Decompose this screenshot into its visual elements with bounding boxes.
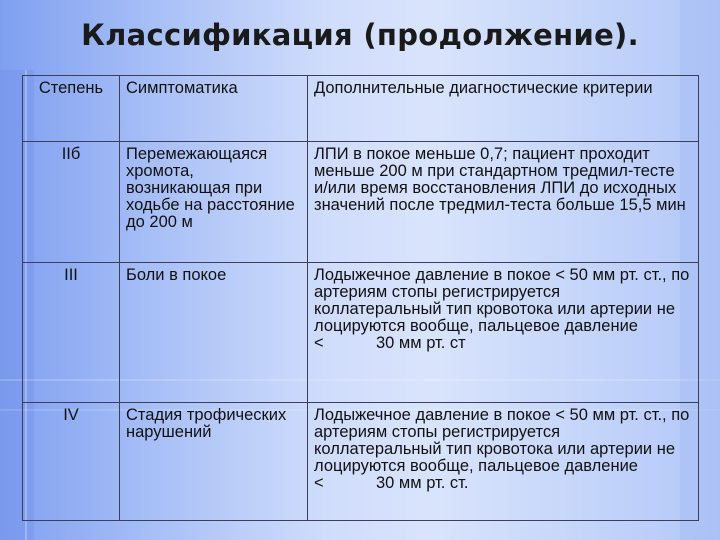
row-criteria bbox=[308, 403, 699, 521]
row-grade: III bbox=[23, 263, 120, 403]
criteria-value: 30 мм рт. ст. bbox=[376, 474, 469, 492]
less-than-symbol: < bbox=[314, 334, 324, 352]
table-header-row bbox=[23, 76, 699, 142]
row-grade: IIб bbox=[23, 142, 120, 263]
slide-title: Классификация (продолжение). bbox=[81, 18, 639, 52]
table-row bbox=[23, 263, 699, 403]
row-grade: IV bbox=[23, 403, 120, 521]
classification-table bbox=[22, 75, 699, 521]
header-criteria: Дополнительные диагностические критерии bbox=[308, 76, 699, 142]
header-symptoms: Симптоматика bbox=[120, 76, 308, 142]
less-than-symbol: < bbox=[314, 474, 324, 492]
row-criteria bbox=[308, 263, 699, 403]
row-criteria: ЛПИ в покое меньше 0,7; пациент проходит меньше 200 м при стандартном тредмил-тесте и/или время восстановления ЛПИ до исходных значений после тредмил-теста больше 15,5 мин bbox=[308, 142, 699, 263]
criteria-text: Лодыжечное давление в покое < 50 мм рт. ст., по артериям стопы регистрируется коллатеральный тип кровотока или артерии не лоцируются вообще, пальцевое давление bbox=[314, 266, 690, 335]
criteria-text: Лодыжечное давление в покое < 50 мм рт. ст., по артериям стопы регистрируется коллатеральный тип кровотока или артерии не лоцируются вообще, пальцевое давление bbox=[314, 406, 690, 475]
row-symptoms: Стадия трофических нарушений bbox=[120, 403, 308, 521]
row-symptoms: Перемежающаяся хромота, возникающая при ходьбе на расстояние до 200 м bbox=[120, 142, 308, 263]
table-row bbox=[23, 403, 699, 521]
row-symptoms: Боли в покое bbox=[120, 263, 308, 403]
criteria-value: 30 мм рт. ст bbox=[376, 334, 466, 352]
header-grade: Степень bbox=[23, 76, 120, 142]
table-row bbox=[23, 142, 699, 263]
